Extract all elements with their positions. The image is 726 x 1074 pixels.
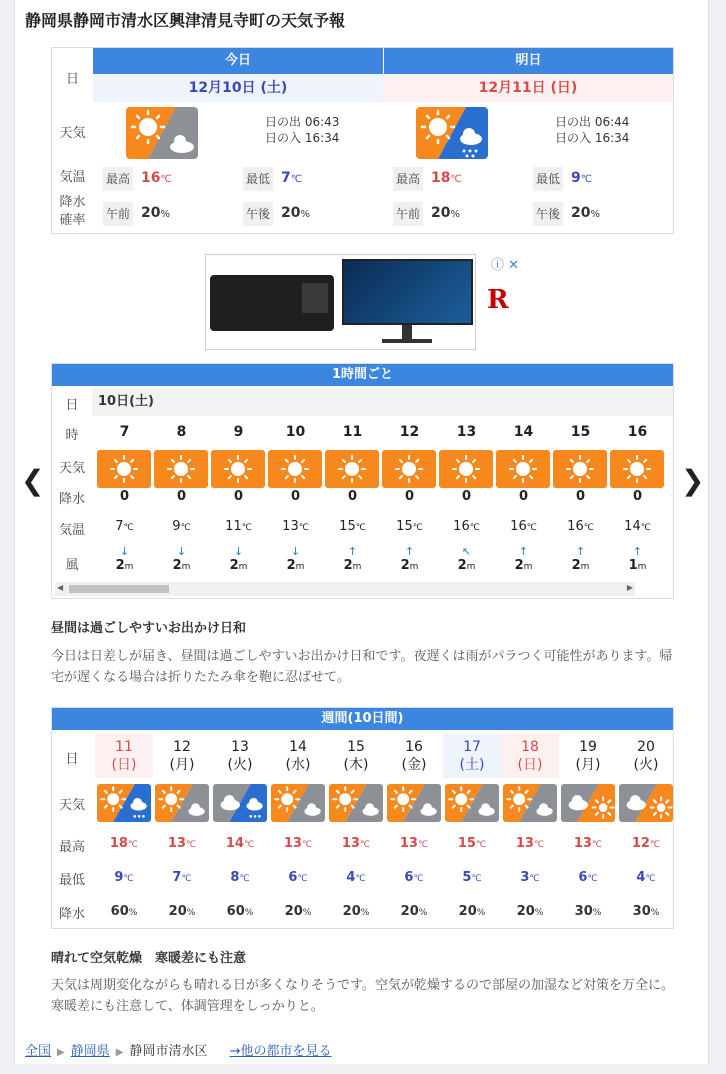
wind-direction-icon: ↓ <box>119 545 130 558</box>
week-day-header: 17 (土) <box>443 734 501 778</box>
week-rain: 60% <box>110 904 138 919</box>
today-pm-label: 午後 <box>243 202 273 226</box>
row-label-low: 最低 <box>58 873 85 888</box>
sunny-icon <box>496 450 550 488</box>
rain-cell: 0 <box>461 489 472 504</box>
row-label-hour: 時 <box>65 428 79 443</box>
row-label-day: 日 <box>65 752 79 767</box>
sunny-then-cloudy-icon <box>271 784 325 822</box>
week-high: 15℃ <box>457 836 487 851</box>
week-day-column <box>327 732 385 928</box>
tomorrow-pm-label: 午後 <box>533 202 563 226</box>
week-high: 13℃ <box>515 836 545 851</box>
wind-direction-icon: ↑ <box>347 545 358 558</box>
rain-cell: 0 <box>233 489 244 504</box>
temp-cell: 9℃ <box>172 519 191 534</box>
next-arrow-icon[interactable]: ❯ <box>681 464 705 497</box>
breadcrumb-sep-icon: ▶ <box>115 1047 124 1058</box>
week-rain: 20% <box>284 904 312 919</box>
comment-week-body: 天気は周期変化ながらも晴れる日が多くなりそうです。空気が乾燥するので部屋の加湿など対策を万全に。寒暖差にも注意して、体調管理をしっかりと。 <box>51 978 674 1014</box>
tomorrow-am-label: 午前 <box>393 202 423 226</box>
hour-value: 12 <box>399 424 420 440</box>
today-tomorrow-forecast <box>51 47 674 234</box>
tomorrow-column <box>383 48 673 233</box>
hour-value: 9 <box>233 424 244 440</box>
wind-direction-cell <box>609 540 666 559</box>
row-label-high: 最高 <box>58 840 85 855</box>
temp-cell: 16℃ <box>567 519 594 534</box>
sunny-then-cloudy-icon <box>126 107 198 159</box>
week-day-column <box>617 732 675 928</box>
wind-direction-icon: ↑ <box>404 545 415 558</box>
today-sunrise: 日の出 06:43 <box>265 115 340 129</box>
week-high: 13℃ <box>573 836 603 851</box>
hour-cell <box>438 424 495 440</box>
other-cities-link[interactable]: →他の都市を見る <box>229 1044 332 1059</box>
monitor-image <box>342 259 473 345</box>
scroll-thumb[interactable] <box>69 585 169 593</box>
week-low: 7℃ <box>172 870 192 885</box>
today-high-label: 最高 <box>103 167 133 191</box>
tomorrow-sunset: 日の入 16:34 <box>555 131 630 145</box>
cloudy-then-sunny-icon <box>619 784 673 822</box>
hourly-scrollbar[interactable] <box>55 582 635 596</box>
wind-direction-icon: ↑ <box>518 545 529 558</box>
weekly-header: 週間(10日間) <box>52 708 673 730</box>
page <box>14 0 709 1064</box>
week-rain: 20% <box>168 904 196 919</box>
tomorrow-low-label: 最低 <box>533 167 563 191</box>
wind-speed-cell: 2m <box>343 558 362 573</box>
hour-value: 14 <box>513 424 534 440</box>
week-day-column <box>95 732 153 928</box>
wind-speed-cell: 2m <box>457 558 476 573</box>
sunny-then-cloudy-icon <box>445 784 499 822</box>
today-high: 16℃ <box>141 170 172 186</box>
temp-cell: 14℃ <box>624 519 651 534</box>
week-day-header: 13 (火) <box>227 739 253 773</box>
today-am-label: 午前 <box>103 202 133 226</box>
scroll-right-icon[interactable]: ▶ <box>626 583 633 592</box>
hour-cell <box>210 424 267 440</box>
week-rain: 20% <box>516 904 544 919</box>
week-rain: 20% <box>342 904 370 919</box>
week-low: 3℃ <box>520 870 540 885</box>
sunny-icon <box>154 450 208 488</box>
hour-value: 7 <box>119 424 130 440</box>
hour-value: 10 <box>285 424 306 440</box>
cloudy-then-sunny-icon <box>561 784 615 822</box>
week-day-column <box>559 732 617 928</box>
week-day-column <box>269 732 327 928</box>
sunny-then-rain-icon <box>97 784 151 822</box>
hour-value: 16 <box>627 424 648 440</box>
hour-cell <box>267 424 324 440</box>
wind-speed-cell: 2m <box>400 558 419 573</box>
wind-direction-cell <box>267 540 324 559</box>
week-day-column <box>501 732 559 928</box>
breadcrumb-current: 静岡市清水区 <box>129 1044 208 1059</box>
row-label-day: 日 <box>65 72 79 87</box>
today-low: 7℃ <box>281 170 302 186</box>
week-high: 13℃ <box>283 836 313 851</box>
wind-direction-cell <box>153 540 210 559</box>
wind-direction-cell <box>552 540 609 559</box>
row-label-temp: 気温 <box>59 170 86 185</box>
tomorrow-sunrise: 日の出 06:44 <box>555 115 630 129</box>
hour-cell <box>609 424 666 440</box>
sunny-icon <box>211 450 265 488</box>
temp-cell: 15℃ <box>396 519 423 534</box>
row-label-wind: 風 <box>65 558 79 573</box>
tomorrow-pm-rain: 20% <box>571 205 600 221</box>
row-label-temp: 気温 <box>58 523 85 538</box>
week-day-column <box>443 732 501 928</box>
temp-cell: 16℃ <box>453 519 480 534</box>
rain-cell: 0 <box>176 489 187 504</box>
hour-cell <box>552 424 609 440</box>
week-high: 14℃ <box>225 836 255 851</box>
hour-cell <box>153 424 210 440</box>
week-day-header: 11 (日) <box>95 734 153 778</box>
wind-direction-icon: ↑ <box>575 545 586 558</box>
week-low: 6℃ <box>404 870 424 885</box>
wind-direction-cell <box>210 540 267 559</box>
row-label-rain: 降水 <box>58 492 85 507</box>
hourly-date: 10日(土) <box>92 388 673 416</box>
week-low: 8℃ <box>230 870 250 885</box>
rain-cell: 0 <box>404 489 415 504</box>
week-low: 4℃ <box>636 870 656 885</box>
wind-direction-cell <box>96 540 153 559</box>
rain-cell: 0 <box>632 489 643 504</box>
temp-cell: 7℃ <box>115 519 134 534</box>
row-label-weather: 天気 <box>59 126 86 141</box>
sunny-then-cloudy-icon <box>329 784 383 822</box>
prev-arrow-icon[interactable]: ❮ <box>21 464 45 497</box>
keyboard-image <box>210 275 334 331</box>
hour-cell <box>495 424 552 440</box>
rain-cell: 0 <box>518 489 529 504</box>
week-low: 6℃ <box>288 870 308 885</box>
wind-speed-cell: 2m <box>172 558 191 573</box>
hour-cell <box>324 424 381 440</box>
comment-today-body: 今日は日差しが届き、昼間は過ごしやすいお出かけ日和です。夜遅くは雨がパラつく可能性があります。帰宅が遅くなる場合は折りたたみ傘を鞄に忍ばせて。 <box>51 649 673 685</box>
week-day-column <box>211 732 269 928</box>
tomorrow-high-label: 最高 <box>393 167 423 191</box>
week-low: 5℃ <box>462 870 482 885</box>
hourly-header: 1時間ごと <box>52 364 673 386</box>
scroll-left-icon[interactable]: ◀ <box>57 583 64 592</box>
rakuten-logo: R <box>487 285 509 315</box>
week-day-header: 20 (火) <box>633 739 659 773</box>
week-day-column <box>153 732 211 928</box>
sunny-then-cloudy-icon <box>387 784 441 822</box>
wind-speed-cell: 2m <box>115 558 134 573</box>
temp-cell: 16℃ <box>510 519 537 534</box>
hourly-forecast <box>51 363 674 599</box>
sunny-then-rain-icon <box>416 107 488 159</box>
hour-value: 15 <box>570 424 591 440</box>
wind-speed-cell: 1m <box>628 558 647 573</box>
row-label-rain: 降水 <box>58 907 85 922</box>
today-header: 今日 <box>93 48 383 74</box>
rain-cell: 0 <box>347 489 358 504</box>
wind-direction-icon: ↖ <box>461 545 472 558</box>
temp-cell: 15℃ <box>339 519 366 534</box>
week-day-header: 15 (木) <box>343 739 369 773</box>
wind-direction-icon: ↓ <box>233 545 244 558</box>
week-day-header: 18 (日) <box>501 734 559 778</box>
week-low: 6℃ <box>578 870 598 885</box>
sunny-icon <box>553 450 607 488</box>
sunny-icon <box>268 450 322 488</box>
temp-cell: 11℃ <box>225 519 252 534</box>
sunny-then-cloudy-icon <box>155 784 209 822</box>
hour-value: 11 <box>342 424 363 440</box>
week-day-column <box>385 732 443 928</box>
breadcrumb-sep-icon: ▶ <box>57 1047 65 1058</box>
tomorrow-date: 12月11日 (日) <box>383 74 673 102</box>
temp-cell: 13℃ <box>282 519 309 534</box>
wind-direction-icon: ↓ <box>290 545 301 558</box>
breadcrumb-pref-link[interactable]: 静岡県 <box>70 1044 110 1059</box>
week-low: 9℃ <box>114 870 134 885</box>
breadcrumb <box>25 1040 332 1059</box>
tomorrow-high: 18℃ <box>431 170 462 186</box>
week-high: 13℃ <box>341 836 371 851</box>
week-day-header: 16 (金) <box>401 739 427 773</box>
wind-speed-cell: 2m <box>571 558 590 573</box>
today-sunset: 日の入 16:34 <box>265 131 340 145</box>
sunny-icon <box>97 450 151 488</box>
wind-direction-cell <box>438 540 495 559</box>
sunny-icon <box>325 450 379 488</box>
hour-value: 8 <box>176 424 187 440</box>
today-date: 12月10日 (土) <box>93 74 383 102</box>
wind-direction-icon: ↓ <box>176 545 187 558</box>
wind-speed-cell: 2m <box>514 558 533 573</box>
wind-direction-icon: ↑ <box>632 545 643 558</box>
week-rain: 30% <box>574 904 602 919</box>
sunny-icon <box>439 450 493 488</box>
wind-speed-cell: 2m <box>286 558 305 573</box>
tomorrow-low: 9℃ <box>571 170 592 186</box>
row-label-rain: 降水 確率 <box>59 195 86 228</box>
sunny-icon <box>382 450 436 488</box>
weekly-forecast <box>51 707 674 929</box>
week-high: 13℃ <box>399 836 429 851</box>
row-label-weather: 天気 <box>58 798 85 813</box>
page-title: 静岡県静岡市清水区興津清見寺町の天気予報 <box>25 11 346 30</box>
week-high: 18℃ <box>109 836 139 851</box>
cloudy-then-rain-icon <box>213 784 267 822</box>
week-rain: 30% <box>632 904 660 919</box>
today-pm-rain: 20% <box>281 205 310 221</box>
today-am-rain: 20% <box>141 205 170 221</box>
breadcrumb-all-link[interactable]: 全国 <box>25 1044 52 1059</box>
ad-close-icon[interactable]: ⓘ ✕ <box>491 258 520 273</box>
week-day-header: 19 (月) <box>575 739 601 773</box>
row-label-day: 日 <box>65 398 79 413</box>
hour-value: 13 <box>456 424 477 440</box>
week-day-header: 12 (月) <box>169 739 195 773</box>
hour-cell <box>96 424 153 440</box>
tomorrow-am-rain: 20% <box>431 205 460 221</box>
wind-direction-cell <box>495 540 552 559</box>
wind-direction-cell <box>324 540 381 559</box>
sunny-icon <box>610 450 664 488</box>
week-high: 12℃ <box>631 836 661 851</box>
week-day-header: 14 (水) <box>285 739 311 773</box>
hour-cell <box>381 424 438 440</box>
rain-cell: 0 <box>290 489 301 504</box>
wind-speed-cell: 2m <box>229 558 248 573</box>
week-rain: 20% <box>400 904 428 919</box>
comment-week-heading: 晴れて空気乾燥 寒暖差にも注意 <box>51 951 247 966</box>
today-low-label: 最低 <box>243 167 273 191</box>
rain-cell: 0 <box>119 489 130 504</box>
today-column <box>93 48 383 233</box>
wind-direction-cell <box>381 540 438 559</box>
week-low: 4℃ <box>346 870 366 885</box>
comment-today-heading: 昼間は過ごしやすいお出かけ日和 <box>51 621 247 636</box>
week-rain: 60% <box>226 904 254 919</box>
row-label-weather: 天気 <box>58 461 85 476</box>
week-high: 13℃ <box>167 836 197 851</box>
sunny-then-cloudy-icon <box>503 784 557 822</box>
rain-cell: 0 <box>575 489 586 504</box>
tomorrow-header: 明日 <box>383 48 673 74</box>
week-rain: 20% <box>458 904 486 919</box>
advertisement-banner[interactable] <box>205 254 476 350</box>
